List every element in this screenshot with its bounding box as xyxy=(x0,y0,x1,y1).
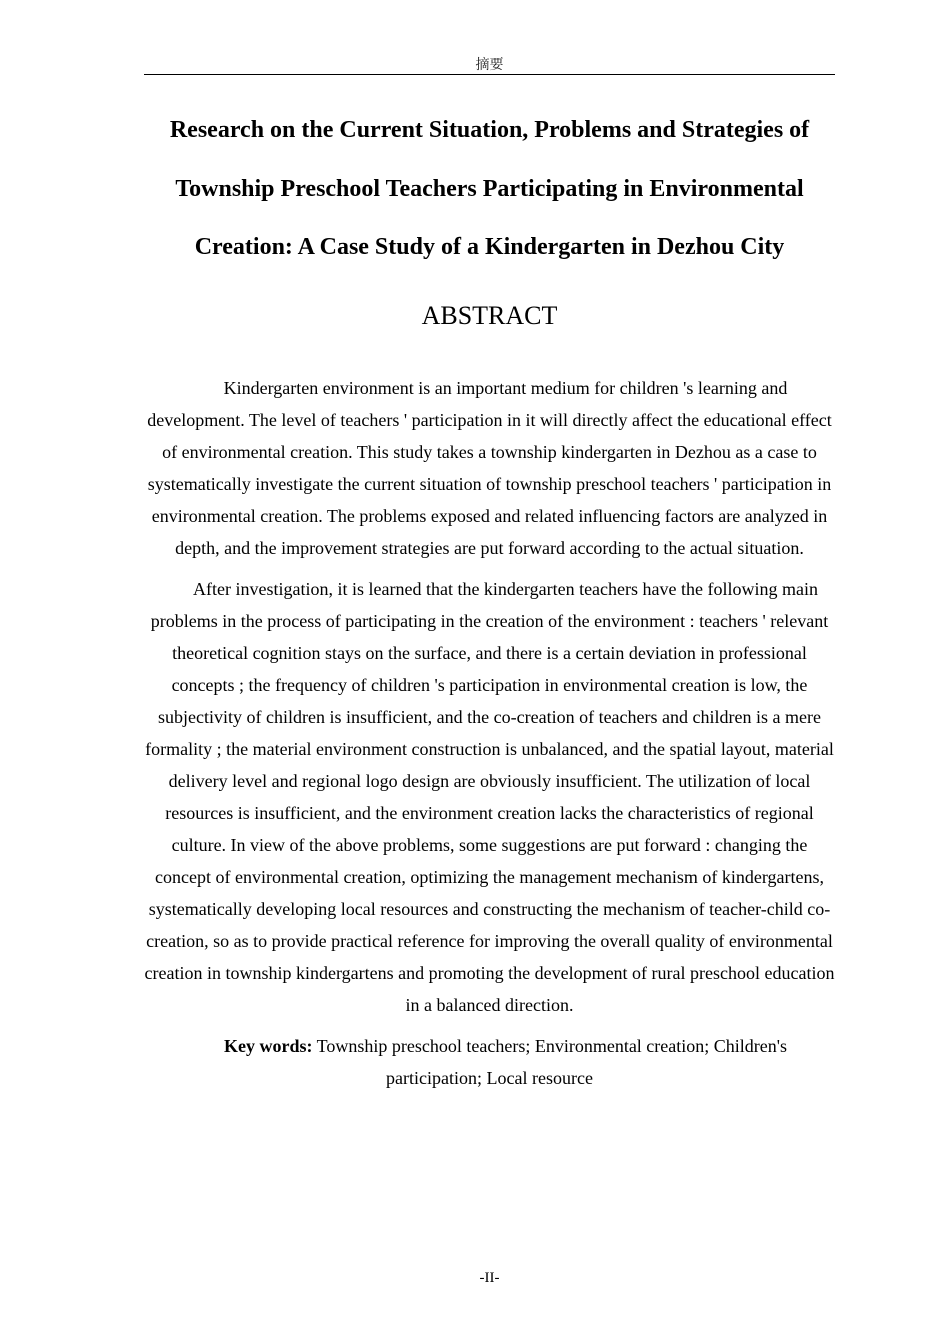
header-rule xyxy=(144,74,835,75)
abstract-paragraph: Kindergarten environment is an important medium for children 's learning and development. The level of teachers ' participation in it will directly affect the educational effect of environmental creation. This study takes a township kindergarten in Dezhou as a case to systematically investigate the current situation of township preschool teachers ' participation in environmental creation. The problems exposed and related influencing factors are analyzed in depth, and the improvement strategies are put forward according to the actual situation. xyxy=(147,378,832,558)
keywords-label: Key words: xyxy=(223,1036,313,1056)
abstract-paragraph: After investigation, it is learned that the kindergarten teachers have the following main problems in the process of participating in the creation of the environment : teachers ' relevant theoretical cognition stays on the surface, and there is a certain deviation in professional concepts ; the frequency of children 's participation in environmental creation is low, the subjectivity of children is insufficient, and the co-creation of teachers and children is a mere formality ; the material environment construction is unbalanced, and the spatial layout, material delivery level and regional logo design are obviously insufficient. The utilization of local resources is insufficient, and the environment creation lacks the characteristics of regional culture. In view of the above problems, some suggestions are put forward : changing the concept of environmental creation, optimizing the management mechanism of kindergartens, systematically developing local resources and constructing the mechanism of teacher-child co-creation, so as to provide practical reference for improving the overall quality of environmental creation in township kindergartens and promoting the development of rural preschool education in a balanced direction. xyxy=(144,579,835,1015)
keywords-line xyxy=(144,1030,835,1094)
running-header: 摘要 xyxy=(475,57,504,73)
page-number: -II- xyxy=(479,1270,500,1286)
abstract-heading: ABSTRACT xyxy=(421,301,558,330)
keywords-text: Township preschool teachers; Environmental creation; Children's participation; Local resource xyxy=(312,1036,788,1088)
abstract-body xyxy=(144,372,835,1103)
document-title: Research on the Current Situation, Problems and Strategies of Township Preschool Teachers Participating in Environmental Creation: A Case Study of a Kindergarten in Dezhou City xyxy=(169,117,810,260)
